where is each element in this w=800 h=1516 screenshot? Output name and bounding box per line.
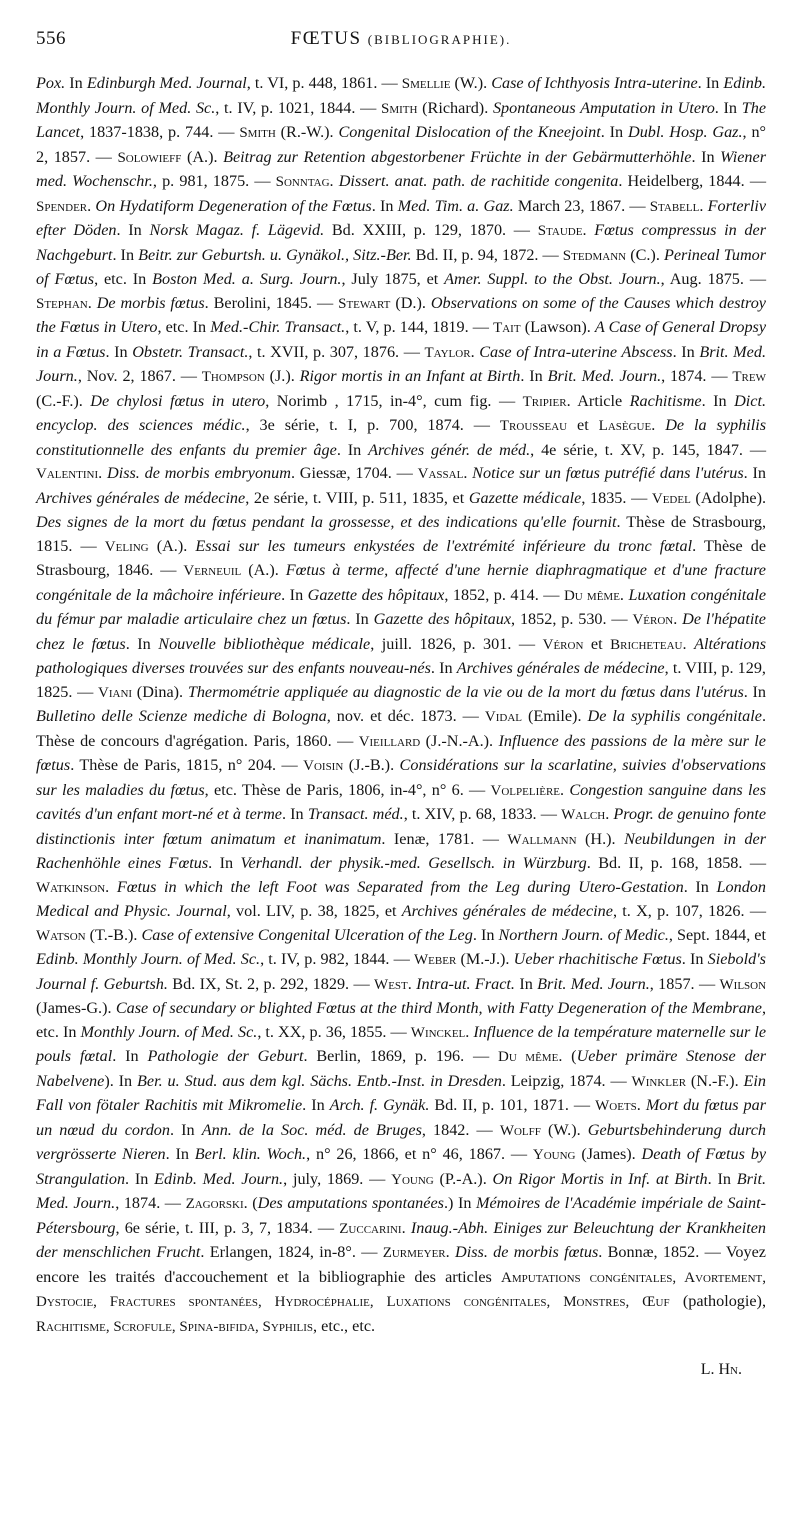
text-fragment: , July 1875, et	[341, 270, 445, 288]
bibliography-text	[36, 72, 766, 1339]
text-fragment: . Heidelberg, 1844. —	[618, 172, 767, 190]
text-fragment: . In	[743, 682, 767, 701]
citation-title: Nouvelle bibliothèque médicale	[158, 634, 371, 653]
citation-title: Intra-ut. Fract.	[416, 974, 515, 993]
text-fragment: , 1837-1838, p. 744. —	[80, 123, 240, 141]
author-name: Solowieff	[117, 149, 182, 166]
text-fragment: , 1835. —	[581, 488, 652, 507]
author-signature: L. Hn.	[700, 1361, 742, 1378]
author-name: Woets	[595, 1098, 637, 1114]
author-name: Winckel	[410, 1024, 466, 1041]
text-fragment: , t. X, p. 107, 1826. —	[612, 902, 767, 920]
citation-title: Wiener med. Wochenschr.	[36, 147, 767, 190]
author-name: Sonntag	[275, 174, 330, 190]
citation-title: Siebold's Journal f. Geburtsh.	[36, 950, 766, 993]
text-fragment: . In	[112, 245, 139, 264]
text-fragment: (H.).	[576, 829, 625, 848]
author-name: Spender	[36, 198, 88, 215]
text-fragment: In	[65, 74, 87, 92]
text-fragment: , etc. In	[157, 318, 211, 336]
text-fragment: , t. XIV, p. 68, 1833. —	[403, 805, 562, 823]
text-fragment: , 3e série, t. I, p. 700, 1874. —	[245, 416, 500, 434]
text-fragment: . In	[125, 1169, 155, 1188]
citation-title: Gazette des hôpitaux	[373, 610, 512, 628]
text-fragment: . Erlangen, 1824, in-8°. —	[200, 1243, 383, 1261]
text-fragment: , n° 26, 1866, et n° 46, 1867. —	[306, 1145, 533, 1163]
text-fragment: .	[673, 610, 683, 628]
text-fragment: (R.-W.).	[275, 123, 339, 141]
citation-title: Dissert. anat. path. de rachitide congenita	[338, 172, 619, 190]
author-name: Vassal	[417, 466, 464, 482]
author-name: Thompson	[201, 369, 265, 385]
text-fragment: , Norimb , 1715, in-4°, cum fig. —	[265, 391, 523, 410]
citation-title: Archives générales de médecine	[456, 659, 665, 677]
citation-title: Brit. Med. Journ.	[36, 342, 766, 385]
citation-title: Ann. de la Soc. méd. de Bruges	[201, 1120, 422, 1139]
author-name: Valentini	[36, 466, 99, 482]
text-fragment: , t. VIII, p. 129, 1825. —	[36, 659, 766, 701]
text-fragment: . Bd. II, p. 168, 1858. —	[586, 854, 767, 872]
text-fragment: , t. V, p. 144, 1819. —	[345, 318, 494, 336]
citation-title: Monthly Journ. of Med. Sc.	[80, 1022, 258, 1041]
text-fragment: . In	[520, 367, 548, 385]
text-fragment: (N.-F.).	[686, 1071, 744, 1090]
running-title-subtitle: (BIBLIOGRAPHIE).	[367, 32, 512, 47]
text-fragment: .	[470, 342, 480, 361]
author-name: Zurmeyer	[382, 1245, 446, 1261]
author-name: Bricheteau	[610, 636, 683, 653]
citation-title: Case of Intra-uterine Abscess	[479, 342, 673, 361]
text-fragment: . In	[105, 342, 133, 361]
text-fragment: et	[567, 416, 599, 434]
text-fragment: , Nov. 2, 1867. —	[77, 367, 202, 385]
text-fragment: , Sept. 1844, et	[668, 925, 766, 944]
citation-title: De l'hépatite chez le fœtus	[36, 610, 766, 653]
text-fragment: .	[329, 172, 339, 190]
citation-title: Brit. Med. Journ.	[537, 974, 650, 993]
citation-title: Gazette des hôpitaux	[307, 585, 445, 604]
text-fragment: . Leipzig, 1874. —	[501, 1071, 632, 1090]
citation-title: Beitr. zur Geburtsh. u. Gynäkol., Sitz.-Ber.	[138, 245, 412, 264]
text-fragment: . In	[302, 1096, 330, 1114]
text-fragment: . Bonnæ, 1852. — Voyez encore les traités d'accouchement et la bibliographie des articles	[36, 1243, 766, 1286]
citation-title: Perineal Tumor of Fœtus	[36, 245, 767, 288]
text-fragment: .	[636, 1096, 646, 1114]
citation-title: Rigor mortis in an Infant at Birth	[299, 367, 521, 385]
citation-title: A Case of General Dropsy in a Fœtus	[36, 318, 767, 361]
running-title	[36, 28, 766, 50]
text-fragment: , nov. et déc. 1873. —	[326, 707, 485, 725]
author-name: Veling	[104, 538, 149, 555]
citation-title: Norsk Magaz. f. Lägevid.	[149, 221, 325, 239]
citation-title: Beitrag zur Retention abgestorbener Früchte in der Gebärmutterhöhle	[223, 147, 692, 166]
citation-title: Congenital Dislocation of the Kneejoint	[338, 123, 601, 141]
text-fragment: (P.-A.).	[433, 1169, 493, 1188]
author-name: Tait	[493, 320, 521, 336]
text-fragment: (A.).	[148, 536, 196, 555]
text-fragment: , etc. Thèse de Paris, 1806, in-4°, n° 6. —	[204, 780, 491, 799]
text-fragment: .	[605, 805, 614, 823]
text-fragment: .	[87, 293, 97, 312]
text-fragment: Bd. II, p. 94, 1872. —	[411, 245, 563, 264]
text-fragment: (pathologie),	[669, 1292, 766, 1310]
text-fragment: (W.).	[540, 1120, 588, 1139]
citation-title: Progr. de genuino fonte distinctionis inter fœtum animatum et inanimatum	[36, 805, 767, 848]
citation-title: Essai sur les tumeurs enkystées de l'extrémité inférieure du tronc fœtal	[195, 536, 693, 555]
author-name: Staude	[537, 223, 583, 239]
citation-title: Med. Tim. a. Gaz.	[397, 196, 514, 215]
author-name: Walch	[561, 807, 606, 823]
author-name: West	[374, 976, 408, 993]
citation-title: Des amputations spontanées	[257, 1194, 444, 1212]
citation-title: Archives générales de médecine	[401, 902, 613, 920]
author-name: Du même	[563, 587, 620, 604]
citation-title: Congestion sanguine dans les cavités d'un enfant mort-né et à terme	[36, 780, 767, 823]
citation-title: Edinb. Monthly Journ. of Med. Sc.	[36, 74, 767, 117]
text-fragment: (A.).	[241, 561, 286, 579]
text-fragment: . (	[558, 1047, 577, 1065]
author-name: Verneuil	[183, 563, 242, 579]
author-name: Stewart	[338, 295, 391, 312]
text-fragment: et	[583, 634, 611, 653]
citation-title: De la syphilis constitutionnelle des enfants du premier âge	[36, 416, 767, 459]
text-fragment: , 1874. —	[661, 367, 733, 385]
text-fragment: , t. IV, p. 982, 1844. —	[260, 950, 415, 968]
citation-title: De chylosi fœtus in utero	[90, 391, 266, 410]
cross-reference-articles: Rachitisme, Scrofule, Spina-bifida, Syphilis	[36, 1318, 314, 1335]
author-name: Watkinson	[36, 879, 106, 896]
author-name: Du même	[498, 1049, 559, 1065]
text-fragment: , july, 1869. —	[283, 1169, 392, 1188]
author-name: Smellie	[401, 76, 451, 92]
author-name: Trousseau	[499, 418, 568, 434]
text-fragment: Bd. II, p. 101, 1871. —	[429, 1096, 596, 1114]
text-fragment: , n° 2, 1857. —	[36, 123, 767, 166]
citation-title: Amer. Suppl. to the Obst. Journ.	[444, 270, 661, 288]
text-fragment: . In	[112, 1047, 148, 1065]
text-fragment: . In	[208, 854, 241, 872]
text-fragment: .	[619, 585, 629, 604]
text-fragment: , t. IV, p. 1021, 1844. —	[215, 98, 382, 117]
citation-title: Ueber rhachitische Fœtus	[513, 950, 682, 968]
author-name: Véron	[632, 612, 674, 628]
citation-title: Edinb. Med. Journ.	[154, 1169, 284, 1188]
text-fragment: .	[87, 196, 96, 215]
author-name: Zuccarini	[339, 1220, 402, 1237]
citation-title: Forterliv efter Döden	[36, 196, 767, 239]
text-fragment: (Adolphe).	[690, 488, 767, 507]
text-fragment: . Berolini, 1845. —	[204, 293, 339, 312]
citation-title: Archives générales de médecine	[36, 488, 246, 507]
text-fragment: , etc. In	[36, 999, 767, 1041]
citation-title: Thermométrie appliquée au diagnostic de la vie ou de la mort du fœtus dans l'utérus	[187, 682, 744, 701]
text-fragment: . In	[281, 585, 308, 604]
citation-title: Influence des passions de la mère sur le fœtus	[36, 731, 766, 774]
citation-title: Mémoires de l'Académie impériale de Saint-Pétersbourg	[36, 1194, 767, 1237]
text-fragment: .	[465, 1022, 474, 1041]
author-name: Stephan	[36, 295, 88, 312]
text-fragment: . In	[346, 610, 374, 628]
text-fragment: . Thèse de concours d'agrégation. Paris, 1860. —	[36, 707, 767, 750]
author-name: Smith	[239, 125, 276, 141]
text-fragment: . In	[472, 925, 499, 944]
text-fragment: . In	[691, 147, 721, 166]
author-name: Viani	[98, 684, 133, 701]
citation-title: Fœtus compressus in der Nachgeburt	[36, 221, 767, 264]
text-fragment: .	[407, 974, 417, 993]
text-fragment: . In	[672, 342, 700, 361]
citation-title: Spontaneous Amputation in Utero	[492, 98, 715, 117]
citation-title: On Hydatiform Degeneration of the Fœtus	[95, 196, 372, 215]
cross-reference-articles: Amputations congénitales, Avortement, Dystocie, Fractures spontanées, Hydrocéphalie, Luxations congénitales, Monstres, Œuf	[36, 1269, 766, 1310]
text-fragment: . Thèse de Strasbourg, 1815. —	[36, 513, 766, 555]
author-name: Zagorski	[185, 1196, 244, 1212]
citation-title: Case of secundary or blighted Fœtus at the third Month, with Fatty Degeneration of the Membrane	[115, 999, 762, 1017]
page	[36, 28, 766, 1379]
text-fragment: , 1852, p. 414. —	[444, 585, 564, 604]
text-fragment: .	[699, 196, 708, 215]
text-fragment: , Aug. 1875. —	[660, 270, 767, 288]
citation-title: Brit. Med. Journ.	[547, 367, 662, 385]
text-fragment: . (	[243, 1194, 258, 1212]
text-fragment: , 1874. —	[115, 1194, 186, 1212]
text-fragment: , etc., etc.	[313, 1316, 376, 1335]
text-fragment: . In	[125, 634, 159, 653]
text-fragment: (M.-J.).	[456, 950, 514, 968]
citation-title: Ein Fall von fötaler Rachitis mit Mikromelie	[36, 1071, 766, 1114]
citation-title: The Lancet	[36, 98, 767, 141]
citation-title: Bulletino delle Scienze mediche di Bologna	[36, 707, 327, 725]
citation-title: Notice sur un fœtus putréfié dans l'utérus	[472, 464, 744, 482]
text-fragment: , 1852, p. 530. —	[511, 610, 633, 628]
text-fragment: . Ienæ, 1781. —	[381, 829, 508, 848]
text-fragment: , 6e série, t. III, p. 3, 7, 1834. —	[115, 1218, 340, 1237]
text-fragment: . Thèse de Strasbourg, 1846. —	[36, 536, 767, 579]
citation-title: Archives génér. de méd.	[368, 440, 531, 459]
text-fragment: (W.).	[450, 74, 492, 92]
citation-title: Northern Journ. of Medic.	[498, 925, 669, 944]
author-name: Young	[391, 1171, 434, 1188]
text-fragment: . Thèse de Paris, 1815, n° 204. —	[70, 756, 304, 774]
citation-title: Death of Fœtus by Strangulation	[36, 1145, 767, 1188]
author-name: Volpelière	[490, 782, 561, 799]
citation-title: Geburtsbehinderung durch vergrösserte Nieren	[36, 1120, 766, 1163]
citation-title: On Rigor Mortis in Inf. at Birth	[492, 1169, 708, 1188]
citation-title: Influence de la température maternelle sur le pouls fœtal	[36, 1022, 767, 1065]
author-name: Trew	[732, 369, 766, 385]
citation-title: Transact. méd.	[307, 805, 404, 823]
text-fragment: , t. XVII, p. 307, 1876. —	[248, 342, 425, 361]
text-fragment: , t. XX, p. 36, 1855. —	[257, 1022, 411, 1041]
author-name: Stedmann	[562, 247, 627, 264]
page-header	[36, 28, 766, 58]
citation-title: Fœtus in which the left Foot was Separated from the Leg during Utero-Gestation	[116, 877, 684, 896]
citation-title: Boston Med. a. Surg. Journ.	[152, 270, 342, 288]
citation-title: Dict. encyclop. des sciences médic.	[36, 391, 766, 434]
text-fragment: . In	[336, 440, 369, 459]
text-fragment: .	[651, 416, 666, 434]
text-fragment: .	[560, 780, 570, 799]
text-fragment: (D.).	[390, 293, 431, 312]
citation-title: Case of extensive Congenital Ulceration of the Leg	[141, 925, 473, 944]
text-fragment: .	[582, 221, 595, 239]
citation-title: Verhandl. der physik.-med. Gesellsch. in Würzburg	[240, 854, 587, 872]
text-fragment: March 23, 1867. —	[513, 196, 650, 215]
author-name: Wolff	[499, 1122, 541, 1139]
citation-title: London Medical and Physic. Journal	[36, 877, 766, 920]
citation-title: Pathologie der Geburt	[147, 1047, 304, 1065]
citation-title: Edinb. Monthly Journ. of Med. Sc.	[36, 950, 261, 968]
running-title-main: FŒTUS	[290, 28, 362, 49]
citation-title: Mort du fœtus par un nœud du cordon	[36, 1096, 766, 1139]
text-fragment: . In	[430, 659, 457, 677]
citation-title: Fœtus à terme, affecté d'une hernie diaphragmatique et d'une fracture congénitale de la mâchoire inférieure	[36, 561, 766, 604]
citation-title: Edinburgh Med. Journal	[86, 74, 247, 92]
citation-title: Dubl. Hosp. Gaz.	[628, 123, 743, 141]
author-name: Winkler	[631, 1073, 687, 1090]
citation-title: Diss. de morbis fœtus	[455, 1243, 599, 1261]
text-fragment: , vol. LIV, p. 38, 1825, et	[226, 902, 402, 920]
text-fragment: . In	[165, 1145, 195, 1163]
author-name: Stabell	[649, 198, 700, 215]
citation-title: Luxation congénitale du fémur par maladie articulaire chez un fœtus	[36, 585, 767, 628]
text-fragment: . Giessæ, 1704. —	[290, 464, 418, 482]
citation-title: Des signes de la mort du fœtus pendant la grossesse, et des indications qu'elle fournit	[36, 513, 617, 531]
text-fragment: . In	[707, 1169, 737, 1188]
author-name: Taylor	[424, 344, 471, 361]
text-fragment: (Dina).	[132, 682, 188, 701]
text-fragment: , etc. In	[94, 270, 153, 288]
citation-title: Berl. klin. Woch.	[194, 1145, 307, 1163]
text-fragment: . In	[701, 391, 735, 410]
author-name: Weber	[414, 952, 457, 968]
text-fragment: .	[682, 634, 695, 653]
text-fragment: .	[98, 464, 108, 482]
author-name: Vidal	[484, 709, 522, 725]
text-fragment: . In	[714, 98, 742, 117]
text-fragment: In	[514, 974, 538, 993]
text-fragment: .	[445, 1243, 456, 1261]
text-fragment: . In	[681, 950, 708, 968]
text-fragment: .	[105, 877, 117, 896]
text-fragment: . In	[697, 74, 724, 92]
author-name: Vedel	[651, 490, 691, 507]
author-name: Wallmann	[507, 831, 577, 848]
text-fragment: (J.).	[264, 367, 300, 385]
text-fragment: . In	[743, 464, 767, 482]
text-fragment: (C.).	[626, 245, 664, 264]
text-fragment: (Emile).	[522, 707, 588, 725]
text-fragment: .	[463, 464, 473, 482]
text-fragment: , 1857. —	[649, 974, 720, 993]
text-fragment: , t. VI, p. 448, 1861. —	[246, 74, 402, 92]
text-fragment: Bd. XXIII, p. 129, 1870. —	[324, 221, 538, 239]
citation-title: Ueber primäre Stenose der Nabelvene	[36, 1047, 767, 1090]
citation-title: Altérations pathologiques diverses trouvées sur des enfants nouveau-nés	[36, 634, 767, 677]
text-fragment: (James).	[575, 1145, 642, 1163]
author-name: Véron	[542, 636, 584, 653]
text-fragment: , 1842. —	[421, 1120, 500, 1139]
text-fragment: (Lawson).	[520, 318, 595, 336]
text-fragment: , p. 981, 1875. —	[152, 172, 276, 190]
text-fragment: (Richard).	[417, 98, 493, 117]
text-fragment: . Berlin, 1869, p. 196. —	[303, 1047, 499, 1065]
citation-title: Case of Ichthyosis Intra-uterine	[491, 74, 698, 92]
author-name: Tripier	[522, 393, 567, 410]
citation-title: Brit. Med. Journ.	[36, 1169, 766, 1212]
text-fragment: (James-G.).	[36, 999, 116, 1017]
citation-title: Ber. u. Stud. aus dem kgl. Sächs. Entb.-Inst. in Dresden	[137, 1071, 502, 1090]
author-name: Young	[532, 1147, 576, 1163]
text-fragment: . In	[371, 196, 398, 215]
text-fragment: (J.-B.).	[343, 756, 400, 774]
author-name: Lasègue	[598, 418, 652, 434]
citation-title: Gazette médicale	[468, 488, 582, 507]
text-fragment: (J.-N.-A.).	[420, 731, 499, 750]
author-name: Smith	[381, 100, 418, 117]
citation-title: De morbis fœtus	[96, 293, 205, 312]
text-fragment: , 2e série, t. VIII, p. 511, 1835, et	[245, 488, 469, 507]
author-name: Wilson	[719, 976, 767, 993]
citation-title: Rachitisme	[629, 391, 702, 410]
citation-title: Observations on some of the Causes which destroy the Fœtus in Utero	[36, 293, 766, 336]
citation-title: Considérations sur la scarlatine, suivies d'observations sur les maladies du fœtus	[36, 756, 766, 799]
citation-title: Arch. f. Gynäk.	[329, 1096, 430, 1114]
text-fragment: .) In	[443, 1194, 477, 1212]
citation-title: Neubildungen in der Rachenhöhle eines Fœtus	[36, 829, 766, 872]
text-fragment: . In	[281, 805, 308, 823]
citation-title: Obstetr. Transact.	[132, 342, 249, 361]
text-fragment: ). In	[104, 1071, 138, 1090]
text-fragment: . In	[683, 877, 717, 896]
citation-title: Med.-Chir. Transact.	[210, 318, 346, 336]
text-fragment: .	[401, 1218, 411, 1237]
text-fragment: . Article	[566, 391, 630, 410]
text-fragment: (T.-B.).	[85, 925, 142, 944]
text-fragment: . In	[170, 1120, 202, 1139]
citation-title: Pox.	[36, 74, 66, 92]
text-fragment: (C.-F.).	[36, 391, 91, 410]
text-fragment: (A.).	[181, 147, 224, 166]
text-fragment: Bd. IX, St. 2, p. 292, 1829. —	[167, 974, 375, 993]
text-fragment: . In	[600, 123, 628, 141]
citation-title: Inaug.-Abh. Einiges zur Beleuchtung der Krankheiten der menschlichen Frucht	[36, 1218, 767, 1261]
citation-title: De la syphilis congénitale	[587, 707, 762, 725]
text-fragment: , 4e série, t. XV, p. 145, 1847. —	[530, 440, 767, 459]
author-name: Watson	[36, 927, 86, 944]
page-number: 556	[36, 28, 66, 49]
author-name: Voisin	[303, 758, 344, 774]
author-name: Vieillard	[358, 733, 421, 750]
citation-title: Diss. de morbis embryonum	[107, 464, 291, 482]
text-fragment: , juill. 1826, p. 301. —	[370, 634, 543, 653]
text-fragment: . In	[116, 221, 150, 239]
